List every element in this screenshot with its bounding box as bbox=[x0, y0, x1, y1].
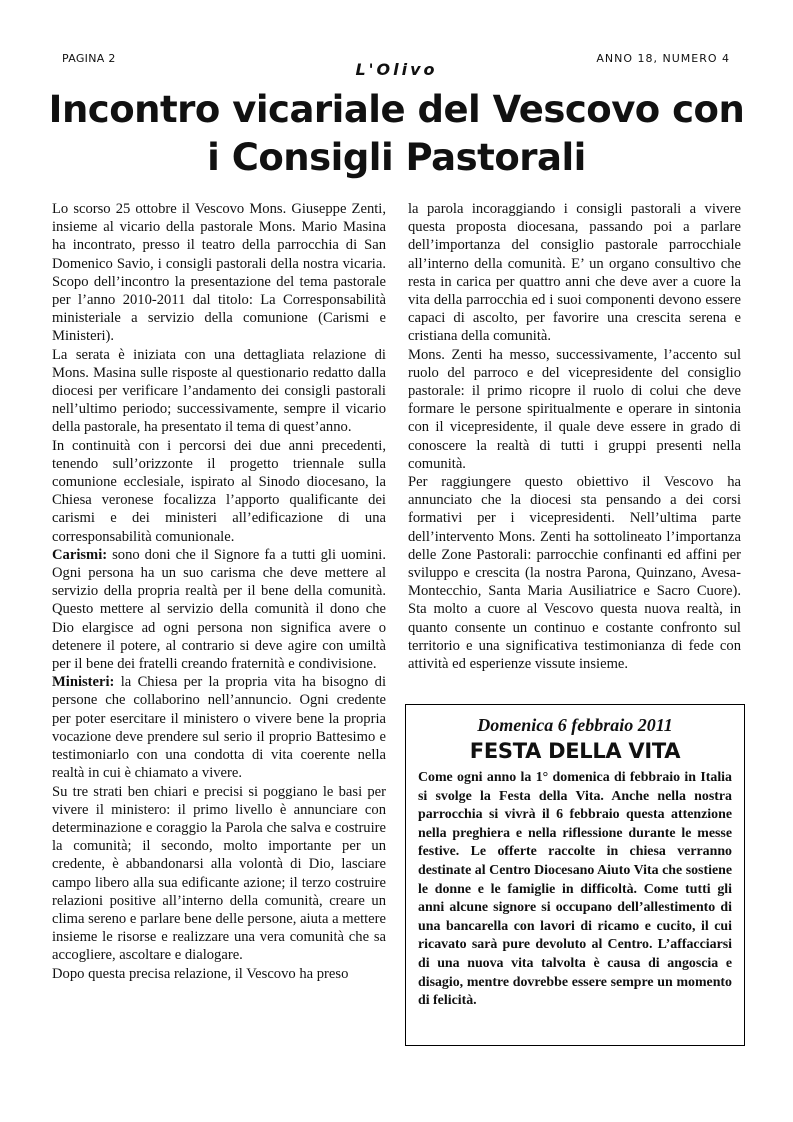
box-text: Come ogni anno la 1° domenica di febbraio in Italia si svolge la Festa della Vita. Anche nella nostra parrocchia si vivrà il 6 febbraio questa attenzione nella preghiera e nella riflessione durante le messe festive. Le offerte raccolte in chiesa verranno destinate al Centro Diocesano Aiuto Vita che sostiene le donne e le famiglie in difficoltà. Come tutti gli anni alcune signore si occupano dell’allestimento di una bancarella con lavori di ricamo e cucito, il cui ricavato sarà pure devoluto al Centro. L’affacciarsi di una nuova vita talvolta è causa di angoscia e disagio, mentre dovrebbe essere sempre un momento di felicità. bbox=[418, 770, 732, 1009]
paragraph-ministeri: Ministeri: la Chiesa per la propria vita ha bisogno di persone che collaborino nell’annuncio. Ogni credente per poter esercitare il ministero o vivere bene la propria vocazione deve prendere sul serio il proprio Battesimo e testimoniarlo con una condotta di vita coerente nella realtà in cui è chiamato a vivere. bbox=[52, 674, 386, 782]
paragraph: la parola incoraggiando i consigli pastorali a vivere questa proposta diocesana, passando poi a parlare dell’importanza del consiglio pastorale parrocchiale all’interno della comunità. E’ un organo consultivo che resta in carica per quattro anni che deve aver a cuore la vita della parrocchia ed i suoi componenti devono essere capaci di ascolto, per favorire una crescita serena e cristiana della comunità. bbox=[408, 201, 741, 345]
page-number: PAGINA 2 bbox=[62, 52, 116, 65]
paragraph: Su tre strati ben chiari e precisi si poggiano le basi per vivere il ministero: il primo livello è annunciare con determinazione e coraggio la Parola che salva e costruire la comunità; il secondo, molto importante per un credente, è abbandonarsi alla volontà di Dio, lasciare campo libero alla sua edificante azione; il terzo costruire relazioni positive all’interno della comunità, creare un clima sereno e parlare bene delle persone, aiuta a mettere insieme le risorse e realizzare una vera comunità che sa accogliere, ascoltare e dialogare. bbox=[52, 783, 386, 964]
paragraph-carismi: Carismi: sono doni che il Signore fa a tutti gli uomini. Ogni persona ha un suo carisma che deve mettere al servizio della propria realtà per il bene della comunità. Questo mettere al servizio della comunità il dono che Dio elargisce ad ogni persona non significa avere o detenere il potere, al contrario si deve agire con umiltà per il bene dei fratelli creando fraternità e condivisione. bbox=[52, 546, 386, 673]
article-left-column bbox=[52, 200, 386, 983]
masthead-title: L'Olivo bbox=[355, 60, 438, 79]
paragraph: Dopo questa precisa relazione, il Vescovo ha preso bbox=[52, 965, 349, 982]
box-title: FESTA DELLA VITA bbox=[469, 739, 681, 763]
paragraph: La serata è iniziata con una dettagliata relazione di Mons. Masina sulle risposte al questionario redatto dalla diocesi per verificare l’andamento dei consigli pastorali nell’ultimo periodo; successivamente, sempre il vicario della pastorale, ha presentato il tema di quest’anno. bbox=[52, 346, 386, 436]
paragraph: Mons. Zenti ha messo, successivamente, l’accento sul ruolo del parroco e del vicepresidente del consiglio pastorale: il primo ricopre il ruolo di colui che deve formare le persone spiritualmente e operare in sintonia con il vicepresidente, il quale deve essere in grado di conoscere la realtà di tutti i gruppi presenti nella comunità. bbox=[408, 346, 741, 472]
issue-number: ANNO 18, NUMERO 4 bbox=[596, 52, 730, 65]
paragraph: Per raggiungere questo obiettivo il Vescovo ha annunciato che la diocesi sta pensando a dei corsi formativi per i vicepresidenti. Nell’ultima parte dell’intervento Mons. Zenti ha sottolineato l’importanza delle Zone Pastorali: parrocchie confinanti ed affini per sviluppo e crescita (la nostra Parona, Quinzano, Avesa-Montecchio, Santa Maria Ausiliatrice e Sacro Cuore). Sta molto a cuore al Vescovo questa nuova realtà, in quanto consente un continuo e costante confronto sul territorio e una significativa testimonianza di fede con attività ed esperienze vissute insieme. bbox=[408, 474, 741, 673]
lead-term: Carismi: bbox=[52, 546, 108, 563]
article-right-column bbox=[408, 200, 741, 673]
lead-term: Ministeri: bbox=[52, 674, 115, 691]
festa-della-vita-box bbox=[405, 704, 745, 1046]
paragraph: Lo scorso 25 ottobre il Vescovo Mons. Giuseppe Zenti, insieme al vicario della pastorale Mons. Mario Masina ha incontrato, presso il teatro della parrocchia di San Domenico Savio, i consigli pastorali della nostra vicaria. Scopo dell’incontro la presentazione del tema pastorale per l’anno 2010-2011 dal titolo: La Corresponsabilità ministeriale a servizio della comunione (Carismi e Ministeri). bbox=[52, 201, 386, 345]
article-title: Incontro vicariale del Vescovo con i Consigli Pastorali bbox=[48, 88, 745, 179]
box-date: Domenica 6 febbraio 2011 bbox=[477, 715, 673, 735]
paragraph: In continuità con i percorsi dei due anni precedenti, tenendo sull’orizzonte il progetto triennale sulla comunione ecclesiale, ispirato al Sinodo diocesano, la Chiesa veronese focalizza l’apporto qualificante dei carismi e dei ministeri all’edificazione di una corresponsabilità comunionale. bbox=[52, 437, 386, 545]
